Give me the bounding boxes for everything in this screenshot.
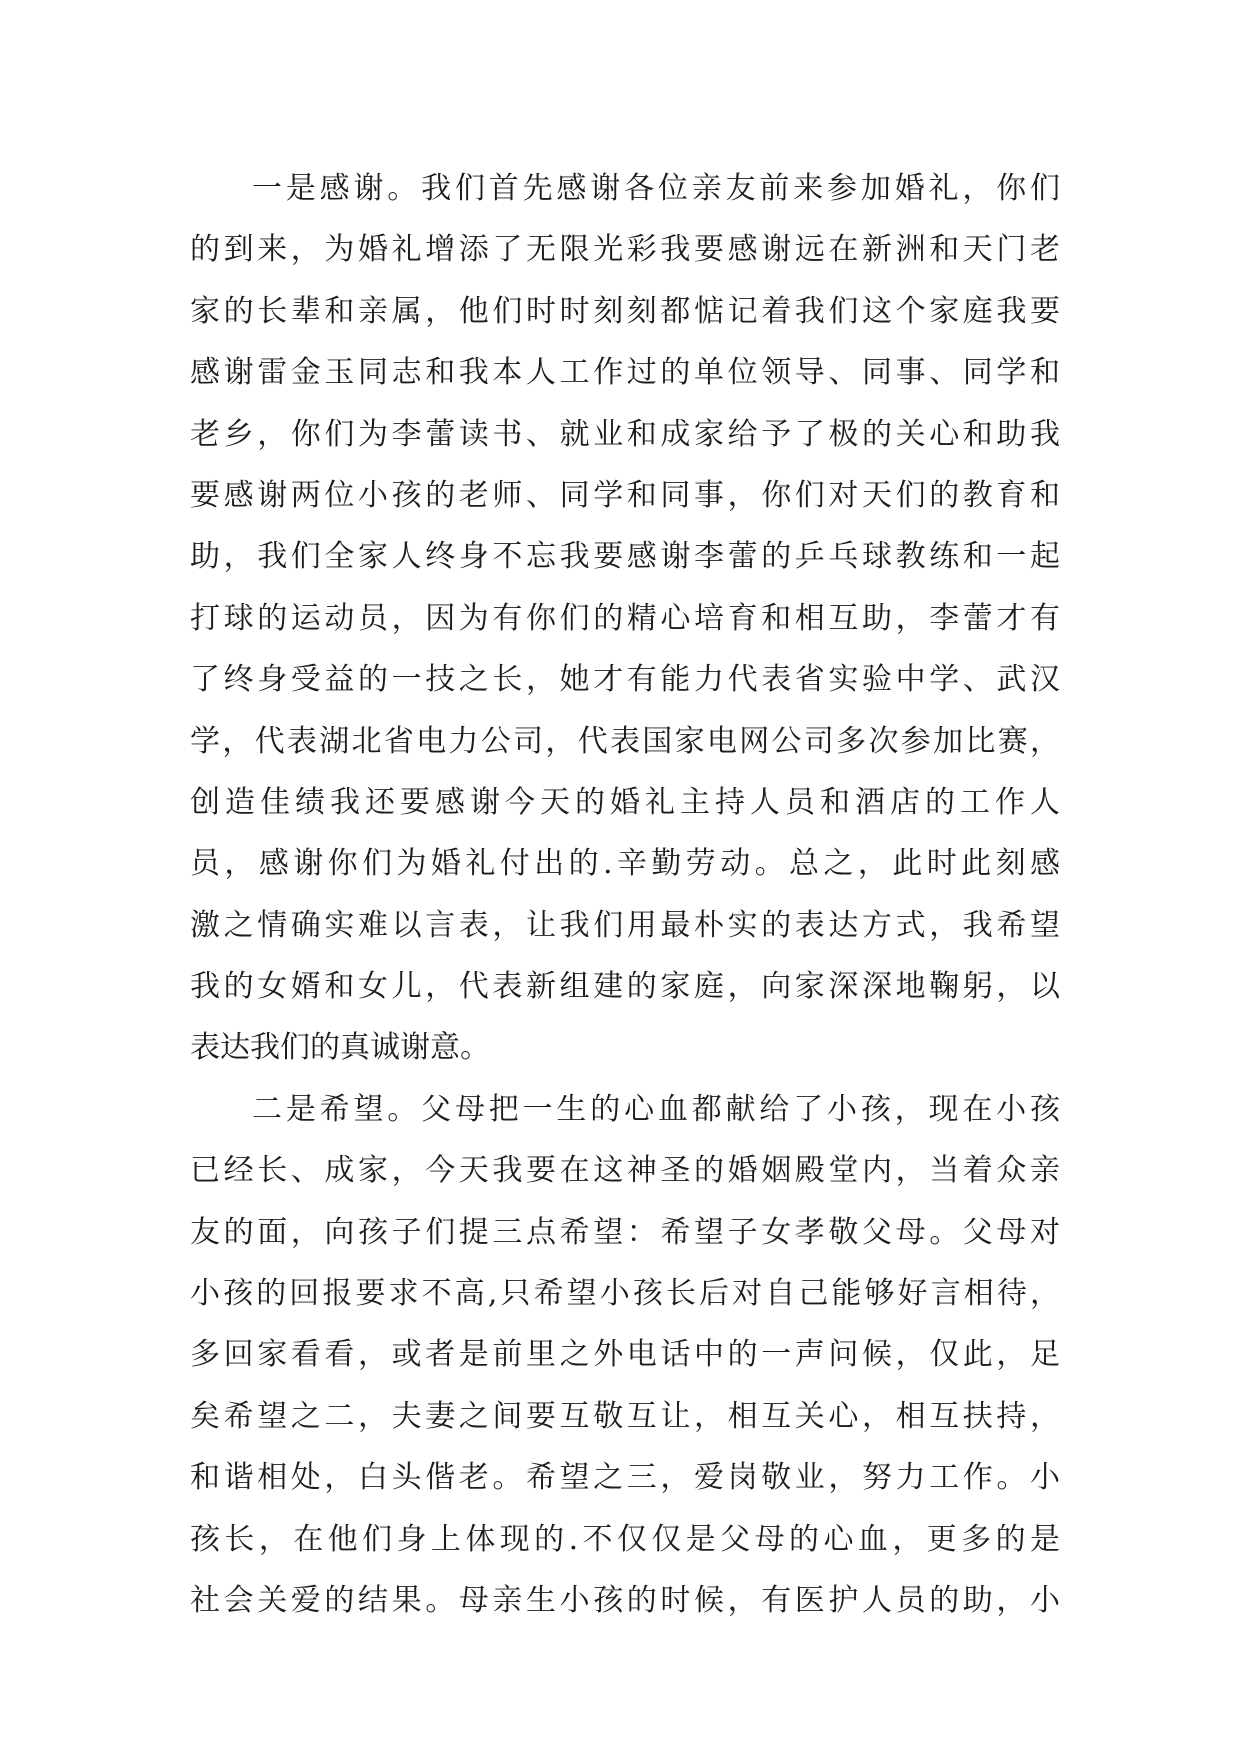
text-line: 的到来，为婚礼增添了无限光彩我要感谢远在新洲和天门老 — [190, 232, 1060, 268]
text-line: 一是感谢。我们首先感谢各位亲友前来参加婚礼，你们 — [252, 171, 1060, 206]
text-line: 打球的运动员，因为有你们的精心培育和相互助，李蕾才有 — [190, 600, 1060, 636]
text-line: 矣希望之二，夫妻之间要互敬互让，相互关心，相互扶持， — [190, 1398, 1060, 1434]
text-line: 助，我们全家人终身不忘我要感谢李蕾的乒乓球教练和一起 — [190, 539, 1060, 575]
text-line: 表达我们的真诚谢意。 — [190, 1030, 490, 1066]
text-line: 和谐相处，白头偕老。希望之三，爱岗敬业，努力工作。小 — [190, 1460, 1060, 1496]
text-line: 我的女婿和女儿，代表新组建的家庭，向家深深地鞠躬，以 — [190, 969, 1060, 1005]
text-line: 家的长辈和亲属，他们时时刻刻都惦记着我们这个家庭我要 — [190, 293, 1060, 329]
text-line: 二是希望。父母把一生的心血都献给了小孩，现在小孩 — [252, 1091, 1060, 1127]
text-line: 学，代表湖北省电力公司，代表国家电网公司多次参加比赛， — [190, 723, 1060, 759]
document-body — [190, 158, 1060, 1631]
text-line: 感谢雷金玉同志和我本人工作过的单位领导、同事、同学和 — [190, 355, 1060, 391]
paragraph-hopes — [190, 1079, 1060, 1632]
text-line: 友的面，向孩子们提三点希望：希望子女孝敬父母。父母对 — [190, 1214, 1060, 1250]
text-line: 激之情确实难以言表，让我们用最朴实的表达方式，我希望 — [190, 907, 1060, 943]
text-line: 已经长、成家，今天我要在这神圣的婚姻殿堂内，当着众亲 — [190, 1153, 1060, 1189]
text-line: 了终身受益的一技之长，她才有能力代表省实验中学、武汉 — [190, 662, 1060, 698]
text-line: 小孩的回报要求不高,只希望小孩长后对自己能够好言相待， — [190, 1276, 1060, 1312]
text-line: 员，感谢你们为婚礼付出的.辛勤劳动。总之，此时此刻感 — [190, 846, 1060, 882]
text-line: 社会关爱的结果。母亲生小孩的时候，有医护人员的助，小 — [190, 1582, 1060, 1618]
text-line: 多回家看看，或者是前里之外电话中的一声问候，仅此，足 — [190, 1337, 1060, 1373]
paragraph-thanks — [190, 158, 1060, 1079]
text-line: 要感谢两位小孩的老师、同学和同事，你们对天们的教育和 — [190, 477, 1060, 513]
text-line: 孩长，在他们身上体现的.不仅仅是父母的心血，更多的是 — [190, 1521, 1060, 1557]
text-line: 老乡，你们为李蕾读书、就业和成家给予了极的关心和助我 — [190, 416, 1060, 452]
text-line: 创造佳绩我还要感谢今天的婚礼主持人员和酒店的工作人 — [190, 784, 1060, 820]
